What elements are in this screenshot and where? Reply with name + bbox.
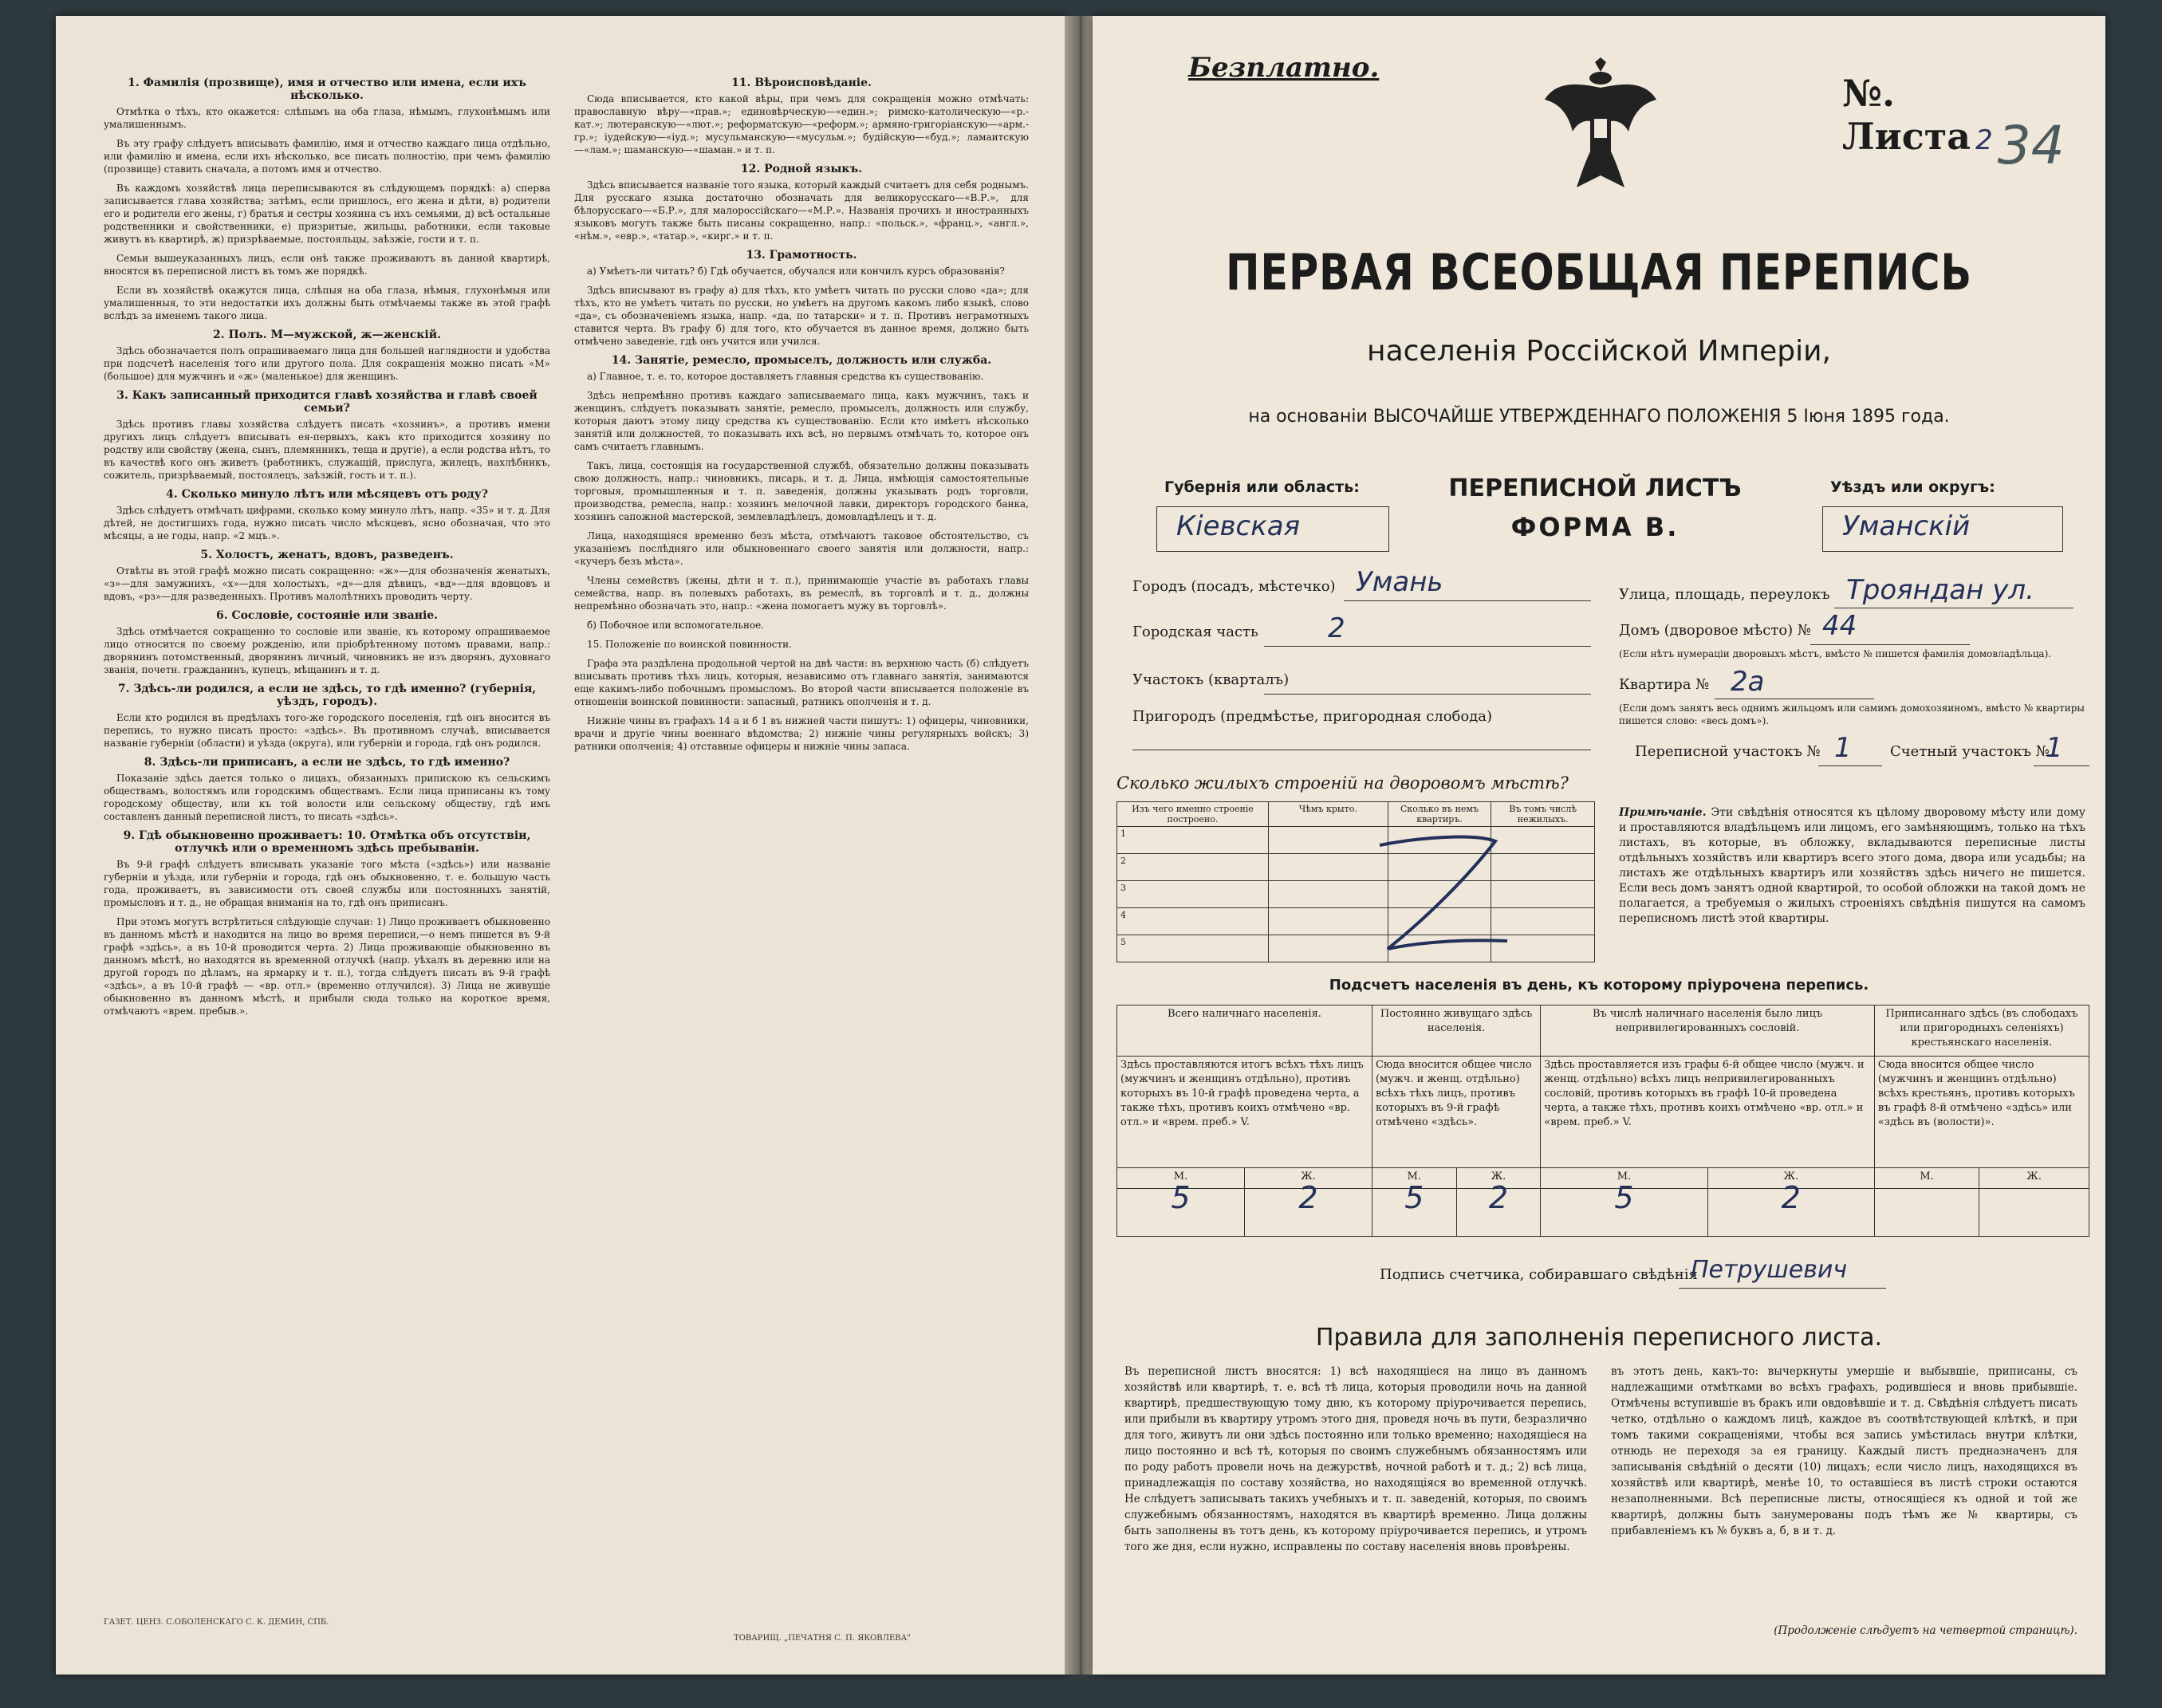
instruction-paragraph: Здѣсь противъ главы хозяйства слѣдуетъ писать «хозяинъ», а противъ имени другихъ лицъ слѣдуетъ вписывать ея-первыхъ, какъ кто приходится хозяину по родству или свойству (жена, сынъ, племянникъ, теща и другіе), а если родства нѣтъ, то въ качествѣ кого онъ живетъ (работникъ, служащій, прислуга, жилецъ, нахлѣбникъ, сожитель, призрѣваемый, постоялецъ, заѣзжій, гость и т. п.). [104,419,550,481]
buildings-row-number: 1 [1117,827,1269,854]
instruction-paragraph: Лица, находящіяся временно безъ мѣста, отмѣчаютъ таковое обстоятельство, съ указаніемъ послѣдняго или обыкновеннаго своего занятія или должности, напр.: «кучеръ безъ мѣста». [574,530,1029,567]
census-area-value: 1 [1834,732,1852,764]
instruction-heading: 8. Здѣсь-ли приписанъ, а если не здѣсь, то гдѣ именно? [144,756,510,769]
district-label: Участокъ (кварталъ) [1132,671,1290,688]
count-title: Подсчетъ населенія въ день, къ которому пріурочена перепись. [1329,977,1869,994]
sheet-number [1842,72,2105,176]
male-col-label: М. [1541,1168,1707,1189]
house-field[interactable] [1810,644,1970,645]
instruction-paragraph: Такъ, лица, состоящія на государственной службѣ, обязательно должны показывать свою должность, напр.: чиновникъ, писарь, и т. д. Лица, имѣющія самостоятельные торговыя, промышленныя и т. п. заведенія, должны указывать родъ торговли, производства, ремесла, напр.: хозяинъ мелочной лавки, директоръ городского банка, хозяинъ сапожной мастерской, землевладѣлецъ, домовладѣлецъ и т. д. [574,460,1029,522]
suburb-label: Пригородъ (предмѣстье, пригородная слобода) [1132,708,1493,725]
female-col-label: Ж. [1707,1168,1874,1189]
male-col-label: М. [1874,1168,1979,1189]
gubernia-label: Губернія или область: [1164,478,1360,496]
count-total-male[interactable]: 5 [1117,1189,1245,1237]
city-part-label: Городская часть [1132,624,1258,640]
street-value: Трояндан ул. [1846,574,2034,606]
sheet-number-label: №. Листа [1842,72,1971,158]
female-col-label: Ж. [1979,1168,2089,1189]
instruction-paragraph: Графа эта раздѣлена продольной чертой на двѣ части: въ верхнюю часть (б) слѣдуетъ вписывать противъ тѣхъ лицъ, которыя, независимо отъ главнаго занятія, занимаются еще какимъ-либо побочнымъ промысломъ. Во второй части вписывается положеніе въ отношеніи воинской повинности: запасный, ратникъ ополченія и т. д. [574,658,1029,707]
house-label: Домъ (дворовое мѣсто) № [1619,622,1811,639]
instruction-heading: 1. Фамилія (прозвище), имя и отчество или имена, если ихъ нѣсколько. [128,77,526,102]
gubernia-value: Кіевская [1176,510,1301,542]
form-letter: ФОРМА В. [1510,512,1680,542]
counter-area-field[interactable] [2034,765,2089,766]
book-spread [56,16,2105,1690]
instruction-heading: 3. Какъ записанный приходится главѣ хозяйства и главѣ своей семьи? [116,389,538,415]
count-permanent-female[interactable]: 2 [1456,1189,1541,1237]
left-page [56,16,1069,1675]
uezd-label: Уѣздъ или округъ: [1830,478,1995,496]
instruction-heading: 9. Гдѣ обыкновенно проживаетъ: 10. Отмѣтка объ отсутствіи, отлучкѣ или о временномъ здѣсь пребываніи. [123,829,531,855]
instruction-heading: 7. Здѣсь-ли родился, а если не здѣсь, то гдѣ именно? (губернія, уѣздъ, городъ). [117,683,537,708]
free-label: Безплатно. [1188,52,1380,84]
female-col-label: Ж. [1456,1168,1541,1189]
buildings-question: Сколько жилыхъ строеній на дворовомъ мѣстѣ? [1116,773,1569,793]
signature-label: Подпись счетчика, собиравшаго свѣдѣнія [1380,1266,1698,1283]
printer-imprint-right: ТОВАРИЩ. „ПЕЧАТНЯ С. П. ЯКОВЛЕВА" [734,1634,911,1643]
instruction-heading: 12. Родной языкъ. [740,163,863,175]
counter-area-label: Счетный участокъ № [1890,743,2050,760]
buildings-row-number: 5 [1117,935,1269,962]
count-peasants-male[interactable] [1874,1189,1979,1237]
rules-column-2: въ этотъ день, какъ-то: вычеркнуты умершіе и выбывшіе, приписаны, съ надлежащими отмѣтками во всѣхъ графахъ, родившіеся и вновь прибывшіе. Отмѣчены вступившіе въ бракъ или овдовѣвшіе и т. д. Свѣдѣнія слѣдуетъ писать четко, отдѣльно о каждомъ лицѣ, каждое въ соотвѣтствующей клѣткѣ, и при томъ такими сокращеніями, чтобы вся запись умѣстилась внутри клѣтки, отнюдь не переходя за ея границу. Каждый листъ предназначенъ для записыванія свѣдѣній о десяти (10) лицахъ; если число лицъ, находящихся въ хозяйствѣ или квартирѣ, менѣе 10, то оставшіеся въ листѣ строки остаются незаполненными. Всѣ переписные листы, относящіеся къ одной и той же квартирѣ, должны быть занумерованы подъ тѣмъ же № квартиры, съ прибавленіемъ къ № буквъ а, б, в и т. д. [1611,1365,2077,1537]
strike-mark [1356,829,1515,957]
instruction-paragraph: 15. Положеніе по воинской повинности. [587,639,792,650]
street-label: Улица, площадь, переулокъ [1619,586,1830,603]
count-peasants-female[interactable] [1979,1189,2089,1237]
instruction-paragraph: Показаніе здѣсь дается только о лицахъ, обязанныхъ припискою къ сельскимъ обществамъ, волостямъ или городскимъ обществамъ. Если лица приписаны къ тому городскому обществу, или къ той волости или сельскому обществу, гдѣ имъ составленъ данный переписной листъ, то писать «здѣсь». [104,773,550,822]
instruction-paragraph: Нижніе чины въ графахъ 14 а и б 1 въ нижней части пишутъ: 1) офицеры, чиновники, врачи и другіе чины военнаго вѣдомства; 2) нижніе чины регулярныхъ войскъ; 3) ратники ополченія; 4) отставные офицеры и нижніе чины запаса. [574,715,1029,752]
uezd-value: Уманскій [1842,510,1971,542]
city-part-value: 2 [1328,612,1345,644]
buildings-row-number: 2 [1117,854,1269,881]
instruction-paragraph: Отмѣтка о тѣхъ, кто окажется: слѣпымъ на оба глаза, нѣмымъ, глухонѣмымъ или умалишеннымъ. [104,106,550,130]
house-value: 44 [1822,610,1857,642]
census-area-field[interactable] [1818,765,1882,766]
sheet-number-handwritten: 2 [1975,124,1993,156]
book-gutter [1065,16,1097,1675]
buildings-header: Въ томъ числѣ нежилыхъ. [1491,802,1595,827]
rules-continued: (Продолженіе слѣдуетъ на четвертой страницѣ). [1774,1624,2077,1637]
male-col-label: М. [1117,1168,1245,1189]
buildings-header: Сколько въ немъ квартиръ. [1388,802,1491,827]
rules-column-1: Въ переписной листъ вносятся: 1) всѣ находящіеся на лицо въ данномъ хозяйствѣ или квартирѣ, т. е. всѣ тѣ лица, которыя проводили ночь на данной квартирѣ, предшествующую тому дню, къ которому пріурочивается перепись, или прибыли въ квартиру утромъ этого дня, проведя ночь въ пути, безразлично для того, живутъ ли они здѣсь постоянно или только временно; находящіеся на лицо постоянно и всѣ тѣ, которыя по своимъ служебнымъ обязанностямъ или по роду работъ провели ночь на дежурствѣ, ночной работѣ и т. д.; 2) всѣ лица, принадлежащія по составу хозяйства, но находящіяся во временной отлучкѣ. Не слѣдуетъ записывать такихъ учебныхъ и т. п. заведеній, которыя, по своимъ служебнымъ обязанностямъ, находятся въ квартирѣ временно. Лица должны быть заполнены въ тотъ день, къ которому пріурочивается перепись, и утромъ того же дня, если нужно, исправлены по составу населенія вновь провѣрены. [1124,1365,1587,1553]
instruction-paragraph: Сюда вписывается, кто какой вѣры, при чемъ для сокращенія можно отмѣчать: православную вѣру—«прав.»; единовѣрческую—«един.»; римско-католическую—«р.-кат.»; лютеранскую—«лют.»; реформатскую—«реформ.»; армяно-григоріанскую—«арм.-гр.»; іудейскую—«іуд.»; мусульманскую—«мусульм.»; будійскую—«буд.»; ламаитскую—«лам.»; шаманскую—«шаман.» и т. п. [574,93,1029,155]
count-header-permanent: Постоянно живущаго здѣсь населенія. [1372,1006,1540,1057]
instruction-paragraph: Здѣсь вписывается названіе того языка, который каждый считаетъ для себя роднымъ. Для русскаго языка достаточно обозначать для великорусскаго—«В.Р.», для бѣлорусскаго—«Б.Р.», для малороссійскаго—«М.Р.». Названія прочихъ и иностранныхъ языковъ могутъ также быть писаны сокращенно, напр.: «польск.», «франц.», «англ.», «нѣм.», «евр.», «татар.», «кирг.» и т. п. [574,179,1029,242]
count-header-nonprivileged: Въ числѣ наличнаго населенія было лицъ непривилегированныхъ сословій. [1541,1006,1875,1057]
count-desc-total: Здѣсь проставляются итогъ всѣхъ тѣхъ лицъ (мужчинъ и женщинъ отдѣльно), противъ которыхъ въ 10-й графѣ проведена черта, а также тѣхъ, противъ коихъ отмѣчено «вр. отл.» и «врем. преб.» V. [1117,1057,1372,1168]
instruction-heading: 5. Холостъ, женатъ, вдовъ, разведенъ. [200,549,454,561]
instruction-paragraph: б) Побочное или вспомогательное. [587,620,765,631]
rules-title: Правила для заполненія переписного листа. [1315,1324,1883,1352]
instruction-paragraph: Здѣсь слѣдуетъ отмѣчать цифрами, сколько кому минуло лѣтъ, напр. «35» и т. д. Для дѣтей, не достигшихъ года, нужно писать число мѣсяцевъ, ясно обозначая, что это мѣсяцы, а не годы, напр. «2 мцъ.». [104,505,550,541]
count-desc-nonprivileged: Здѣсь проставляется изъ графы 6-й общее число (мужч. и женщ. отдѣльно) всѣхъ лицъ непривилегированныхъ сословій, противъ которыхъ въ графѣ 10-й проведена черта, а также тѣхъ, противъ коихъ отмѣчено «вр. отл.» и «врем. преб.» V. [1541,1057,1875,1168]
population-count-table [1116,1005,2089,1237]
instruction-paragraph: Въ 9-й графѣ слѣдуетъ вписывать указаніе того мѣста («здѣсь») или названіе губерніи и уѣзда, или губерніи и города, гдѣ онъ обыкновенно, т. е. большую часть года, проживаетъ, въ зависимости отъ своей службы или постоянныхъ занятій, промысловъ и т. д., не обращая вниманія на то, гдѣ онъ приписанъ. [104,859,550,908]
left-column-instructions-2 [574,72,1029,759]
instruction-paragraph: Отвѣты въ этой графѣ можно писать сокращенно: «ж»—для обозначенія женатыхъ, «з»—для замужнихъ, «х»—для холостыхъ, «д»—для дѣвицъ, «вд»—для вдовцовъ и вдовъ, «рз»—для разведенныхъ. Противъ малолѣтнихъ проводить черту. [104,565,550,602]
district-field[interactable] [1264,694,1591,695]
house-note: (Если нѣтъ нумераціи дворовыхъ мѣстъ, вмѣсто № пишется фамилія домовладѣльца). [1619,648,2052,659]
instruction-paragraph: Члены семействъ (жены, дѣти и т. п.), принимающіе участіе въ работахъ главы семейства, напр. въ полевыхъ работахъ, въ ремеслѣ, въ торговлѣ и т. д., должны непремѣнно обозначать это, напр.: «жена помогаетъ мужу въ торговлѣ». [574,575,1029,612]
count-nonprivileged-female[interactable]: 2 [1707,1189,1874,1237]
female-col-label: Ж. [1244,1168,1372,1189]
buildings-row-number: 4 [1117,908,1269,935]
form-title: ПЕРЕПИСНОЙ ЛИСТЪ [1448,474,1742,502]
instruction-paragraph: Если кто родился въ предѣлахъ того-же городского поселенія, гдѣ онъ вносится въ перепись, то нужно писать просто: «здѣсь». Въ противномъ случаѣ, вписывается названіе губерніи (области) и уѣзда (округа), или губерніи и города, гдѣ онъ родился. [104,712,550,749]
city-part-field[interactable] [1264,646,1591,647]
buildings-header: Чѣмъ крыто. [1268,802,1388,827]
instruction-heading: 14. Занятіе, ремесло, промыселъ, должность или служба. [611,354,992,367]
flat-value: 2а [1731,666,1765,698]
note-title: Примѣчаніе. [1619,806,1707,819]
flat-note: (Если домъ занятъ весь однимъ жильцомъ или самимъ домохозяиномъ, вмѣсто № квартиры пишется слово: «весь домъ»). [1619,702,2085,726]
buildings-header: Изъ чего именно строеніе построено. [1117,802,1269,827]
census-legal-basis: на основаніи ВЫСОЧАЙШЕ УТВЕРЖДЕННАГО ПОЛОЖЕНІЯ 5 Іюня 1895 года. [1248,407,1950,427]
note-text: Эти свѣдѣнія относятся къ цѣлому дворовому мѣсту или дому и проставляются владѣльцемъ или лицомъ, его замѣняющимъ, только на тѣхъ листахъ, въ которые, въ обложку, вкладываются переписные листы отдѣльныхъ хозяйствъ или квартиръ всего этого дома, двора или усадьбы; на листахъ же отдѣльныхъ квартиръ или хозяйствъ здѣсь ничего не пишется. Если весь домъ занятъ одной квартирой, то особой обложки на такой домъ не полагается, а требуемыя о жилыхъ строеніяхъ свѣдѣнія пишутся на самомъ переписномъ листѣ этой квартиры. [1619,806,2086,925]
census-title: ПЕРВАЯ ВСЕОБЩАЯ ПЕРЕПИСЬ [1226,243,1972,301]
instruction-heading: 13. Грамотность. [746,249,857,262]
instruction-paragraph: При этомъ могутъ встрѣтиться слѣдующіе случаи: 1) Лицо проживаетъ обыкновенно въ данномъ мѣстѣ и находится на лицо во время переписи,—о немъ пишется въ 9-й графѣ «здѣсь», а въ 10-й проводится черта. 2) Лица проживающіе обыкновенно въ данномъ мѣстѣ, но находятся въ временной отлучкѣ (напр. уѣхалъ въ деревню или на другой городъ по дѣламъ, на ярмарку и т. п.), тогда слѣдуетъ писать въ 9-й графѣ «здѣсь», а въ 10-й графѣ — «вр. отл.» (временно отлучился). 3) Лица не живущіе обыкновенно въ данномъ мѣстѣ, и прибыли сюда только на короткое время, отмѣчаютъ «врем. пребыв.». [104,916,550,1017]
instruction-paragraph: Здѣсь отмѣчается сокращенно то сословіе или званіе, къ которому опрашиваемое лицо относится по своему рожденію, или пріобрѣтенному потомъ правами, напр.: дворянинъ потомственный, дворянинъ личный, чиновникъ не изъ дворянъ, духовнаго званія, почетн. гражданинъ, купецъ, мѣщанинъ и т. д. [104,626,550,675]
count-header-peasants: Приписаннаго здѣсь (въ слободахъ или пригородныхъ селеніяхъ) крестьянскаго населенія. [1874,1006,2089,1057]
instruction-heading: 4. Сколько минуло лѣтъ или мѣсяцевъ отъ роду? [166,488,488,501]
printer-imprint-left: ГАЗЕТ. ЦЕНЗ. С.ОБОЛЕНСКАГО С. К. ДЕМИН, СПБ. [104,1618,329,1627]
archive-pencil-number: 34 [1997,115,2065,176]
imperial-eagle-emblem [1541,56,1660,191]
city-value: Умань [1356,566,1443,598]
city-field[interactable] [1344,600,1591,601]
count-desc-peasants: Сюда вносится общее число (мужчинъ и женщинъ отдѣльно) всѣхъ крестьянъ, противъ которыхъ въ графѣ 8-й отмѣчено «здѣсь» или «здѣсь въ (волости)». [1874,1057,2089,1168]
instruction-paragraph: Здѣсь обозначается полъ опрашиваемаго лица для большей наглядности и удобства при подсчетѣ населенія того или другого пола. Для сокращенія можно писать «М» (большое) для мужчинъ и «ж» (маленькое) для женщинъ. [104,345,550,382]
buildings-note [1619,805,2085,927]
instruction-heading: 6. Сословіе, состояніе или званіе. [215,609,439,622]
signature-value: Петрушевич [1691,1256,1848,1284]
flat-label: Квартира № [1619,676,1710,693]
right-page [1093,16,2105,1675]
instruction-paragraph: Въ эту графу слѣдуетъ вписывать фамилію, имя и отчество каждаго лица отдѣльно, или фамилію и имена, если ихъ нѣсколько, все писать полностію, при чемъ фамилію (прозвище) ставить сначала, а потомъ имя и отчество. [104,138,550,175]
male-col-label: М. [1372,1168,1456,1189]
instruction-paragraph: а) Умѣетъ-ли читать? б) Гдѣ обучается, обучался или кончилъ курсъ образованія? [587,266,1005,277]
instruction-heading: 11. Вѣроисповѣданіе. [731,77,872,89]
count-desc-permanent: Сюда вносится общее число (мужч. и женщ. отдѣльно) всѣхъ тѣхъ лицъ, противъ которыхъ въ 9-й графѣ отмѣчено «здѣсь». [1372,1057,1540,1168]
census-area-label: Переписной участокъ № [1635,743,1821,760]
instruction-paragraph: Въ каждомъ хозяйствѣ лица переписываются въ слѣдующемъ порядкѣ: а) сперва записывается глава хозяйства; затѣмъ, если пришлось, его жена и дѣти, в) родители его и родители его жены, г) братья и сестры хозяина съ ихъ семьями, д) всѣ остальные родственники и свойственники, е) призритые, жильцы, работники, если таковые живутъ въ квартирѣ, ж) призрѣваемые, постояльцы, заѣзжіе, гости и т. п. [104,183,550,245]
instruction-paragraph: а) Главное, т. е. то, которое доставляетъ главныя средства къ существованію. [587,371,984,382]
instruction-heading: 2. Полъ. М—мужской, ж—женскій. [213,329,441,341]
counter-area-value: 1 [2046,732,2063,764]
instruction-paragraph: Здѣсь вписывают въ графу а) для тѣхъ, кто умѣетъ читать по русски слово «да»; для тѣхъ, кто не умѣетъ читать по русски, но умѣетъ на другомъ какомъ либо языкѣ, слово «да», съ обозначеніемъ языка, напр. «да, по татарски» и т. п. Противъ неграмотныхъ ставится черта. Въ графу б) для того, кто обучается въ данное время, должно быть отмѣчено заведеніе, гдѣ онъ учится или учился. [574,285,1029,347]
census-subtitle: населенія Россійской Имперіи, [1367,335,1831,368]
count-header-total: Всего наличнаго населенія. [1117,1006,1372,1057]
instruction-paragraph: Семьи вышеуказанныхъ лицъ, если онѣ также проживаютъ въ данной квартирѣ, вносятся въ переписной листъ въ томъ же порядкѣ. [104,253,550,277]
instruction-paragraph: Если въ хозяйствѣ окажутся лица, слѣпыя на оба глаза, нѣмыя, глухонѣмыя или умалишенныя, то эти недостатки ихъ должны быть отмѣчаемы также въ этой графѣ вслѣдъ за именемъ такого лица. [104,285,550,321]
left-column-instructions-1 [104,72,550,1024]
city-label: Городъ (посадъ, мѣстечко) [1132,578,1336,595]
count-total-female[interactable]: 2 [1244,1189,1372,1237]
count-permanent-male[interactable]: 5 [1372,1189,1456,1237]
signature-field[interactable] [1679,1288,1886,1289]
count-nonprivileged-male[interactable]: 5 [1541,1189,1707,1237]
instruction-paragraph: Здѣсь непремѣнно противъ каждаго записываемаго лица, какъ мужчинъ, такъ и женщинъ, слѣдуетъ показывать занятіе, ремесло, промыселъ, должность или службу, которыя даютъ этому лицу средства къ существованію. Если кто имѣетъ нѣсколько занятій или должностей, то показывать ихъ всѣ, но первымъ отмѣчать то, которое онъ самъ считаетъ главнымъ. [574,390,1029,452]
buildings-row-number: 3 [1117,881,1269,908]
